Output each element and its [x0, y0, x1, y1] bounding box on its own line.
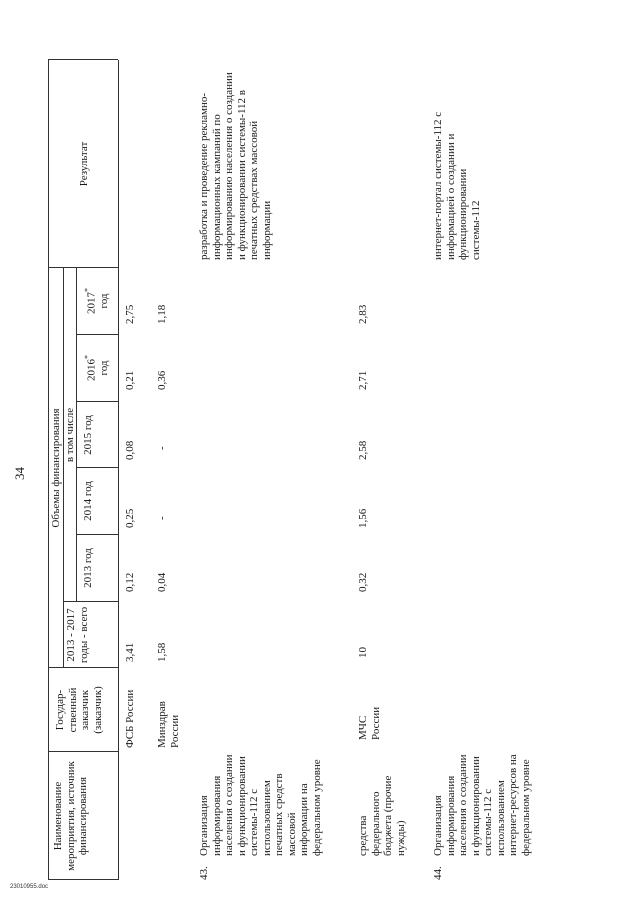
header-result: Результат [78, 141, 90, 187]
header-2016-unit: год [98, 360, 111, 376]
row2-2015: - [156, 446, 168, 450]
row2-total: 1,58 [156, 642, 168, 662]
row4-2015: 2,58 [357, 440, 369, 460]
header-name: Наименование мероприятия, источник финансирования [52, 761, 89, 871]
header-2016 [82, 341, 111, 395]
header-2017 [82, 274, 111, 328]
page-number: 34 [12, 467, 27, 480]
item43-number: 43. [198, 866, 210, 880]
row2-2013: 0,04 [156, 572, 168, 592]
header-volumes: Объемы финансирования [50, 408, 62, 528]
col-divider-2016-2017 [76, 334, 118, 335]
document-code: 23010955.doc [10, 884, 49, 890]
item43-name: Организация информирования населения о создании и функционировании системы-112 с использованием печатных средств массовой информации на федеральном уровне [198, 754, 323, 856]
header-2013: 2013 год [82, 548, 94, 588]
header-total: 2013 - 2017 годы - всего [65, 606, 90, 664]
row2-2017: 1,18 [156, 304, 168, 324]
row4-2014: 1,56 [357, 508, 369, 528]
row1-total: 3,41 [124, 642, 136, 662]
row2-2016: 0,36 [156, 370, 168, 390]
item44-name: Организация информирования населения о создании и функционировании системы-112 с использованием интернет-ресурсов на федеральном уровне [432, 754, 532, 856]
col-divider-2014-2015 [76, 467, 118, 468]
header-2016-footnote-mark: * [83, 355, 92, 359]
row1-2015: 0,08 [124, 440, 136, 460]
row4-customer: МЧС России [357, 706, 382, 740]
header-2017-footnote-mark: * [83, 288, 92, 292]
row1-result: разработка и проведение рекламно-информационных кампаний по информированию населения о создании и функционировании системы-112 в печатных средствах массовой информации [198, 72, 273, 260]
header-2016-year: 2016 [85, 359, 98, 381]
table-left-border [48, 879, 118, 880]
header-bottom-border [118, 60, 119, 880]
header-2017-unit: год [98, 293, 111, 309]
row4-2016: 2,71 [357, 370, 369, 390]
row1-2017: 2,75 [124, 304, 136, 324]
rotated-table-page [8, 40, 608, 880]
row2-2014: - [156, 516, 168, 520]
header-customer: Государ-ственный заказчик (заказчик) [54, 686, 104, 734]
row2-customer: Минздрав России [156, 701, 181, 748]
row4-2013: 0,32 [357, 572, 369, 592]
item44-number: 44. [432, 866, 444, 880]
col-divider-2015-2016 [76, 401, 118, 402]
header-in-that-number: в том числе [64, 407, 76, 463]
row1-2013: 0,12 [124, 572, 136, 592]
header-2015: 2015 год [82, 415, 94, 455]
row1-2016: 0,21 [124, 370, 136, 390]
row4-2017: 2,83 [357, 304, 369, 324]
header-2017-year: 2017 [85, 292, 98, 314]
budget-source-name: средства федерального бюджета (прочие нужды) [357, 775, 407, 856]
table-top-border [48, 60, 49, 880]
item44-result: интернет-портал системы-112 с информацией о создании и функционировании системы-112 [432, 111, 482, 260]
row4-total: 10 [357, 647, 369, 658]
col-divider-2013-2014 [76, 534, 118, 535]
col-divider-name-customer [48, 751, 118, 752]
row1-2014: 0,25 [124, 508, 136, 528]
header-2014: 2014 год [82, 481, 94, 521]
row1-customer: ФСБ России [124, 689, 136, 748]
